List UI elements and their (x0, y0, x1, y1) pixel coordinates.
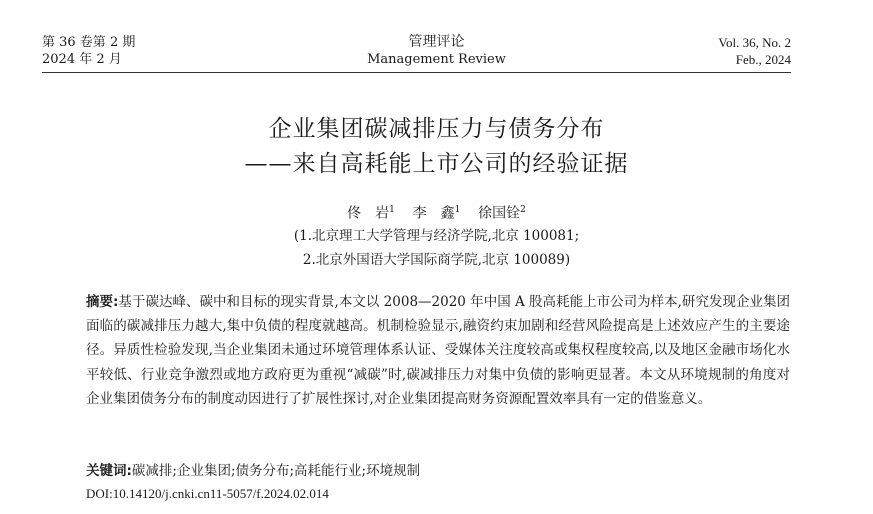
keywords (86, 460, 790, 482)
affiliation-1: (1.北京理工大学管理与经济学院,北京 100081; (293, 228, 580, 244)
journal-name-cn: 管理评论 (408, 34, 465, 50)
doi[interactable]: DOI:10.14120/j.cnki.cn11-5057/f.2024.02.014 (86, 486, 329, 501)
title-line-1: 企业集团碳减排压力与债务分布 (268, 116, 605, 142)
author-list (0, 200, 873, 224)
author-name: 佟 岩 (347, 205, 390, 222)
author-affiliation-mark: 1 (389, 205, 395, 215)
keywords-text: 碳减排;企业集团;债务分布;高耗能行业;环境规制 (131, 463, 421, 479)
journal-header (0, 34, 873, 74)
affiliation-2: 2.北京外国语大学国际商学院,北京 100089) (302, 252, 571, 268)
date-cn: 2024 年 2 月 (42, 52, 122, 67)
abstract-label: 摘要: (86, 294, 119, 310)
volume-issue-cn: 第 36 卷第 2 期 (42, 35, 136, 50)
abstract-text: 基于碳达峰、碳中和目标的现实背景,本文以 2008—2020 年中国 A 股高耗能上市公司为样本,研究发现企业集团面临的碳减排压力越大,集中负债的程度就越高。机制检验显示,融资约束加剧和经营风险提高是上述效应产生的主要途径。异质性检验发现,当企业集团未通过环境管理体系认证、受媒体关注度较高或集权程度较高,以及地区金融市场化水平较低、行业竞争激烈或地方政府更为重视“减碳”时,碳减排压力对集中负债的影响更显著。本文从环境规制的角度对企业集团债务分布的制度动因进行了扩展性探讨,对企业集团提高财务资源配置效率具有一定的借鉴意义。 (86, 294, 790, 407)
author-affiliation-mark: 1 (454, 205, 461, 215)
paper-title (0, 112, 873, 182)
subtitle-line: ——来自高耗能上市公司的经验证据 (244, 151, 629, 177)
header-rule (42, 72, 791, 73)
date-en: Feb., 2024 (735, 52, 791, 67)
journal-name-en: Management Review (367, 52, 506, 67)
volume-issue-en: Vol. 36, No. 2 (718, 35, 791, 50)
author-name: 李 鑫 (412, 205, 455, 222)
author-name: 徐国铨 (478, 205, 521, 222)
abstract (86, 290, 790, 411)
author-affiliation-mark: 2 (520, 205, 526, 215)
issue-info-en (718, 34, 791, 68)
keywords-label: 关键词: (86, 463, 132, 479)
